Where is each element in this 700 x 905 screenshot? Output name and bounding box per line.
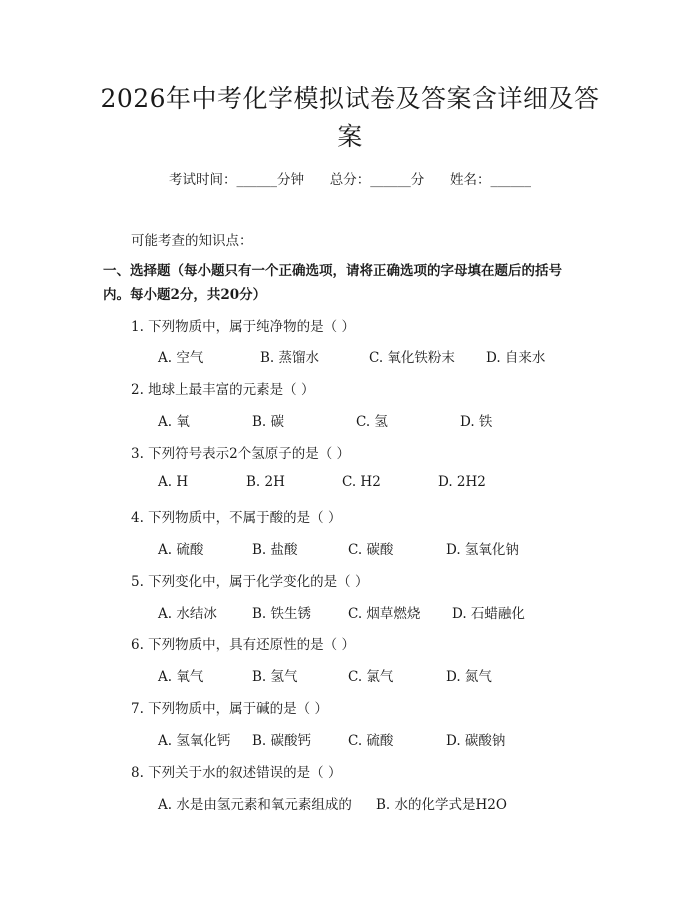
- option-d: D. 氮气: [446, 669, 492, 685]
- option-c: C. 碳酸: [348, 542, 394, 558]
- question-stem: 3. 下列符号表示2个氢原子的是（ ）: [131, 446, 351, 462]
- option-b: B. 蒸馏水: [260, 350, 320, 366]
- exam-time-label: 考试时间：: [169, 172, 237, 188]
- question-stem: 4. 下列物质中，不属于酸的是（ ）: [131, 510, 342, 526]
- option-a: A. 水是由氢元素和氧元素组成的: [158, 797, 352, 813]
- page-title: 2026年中考化学模拟试卷及答案含详细及答案: [100, 84, 600, 151]
- option-b: B. 碳: [252, 414, 285, 430]
- option-b: B. 氢气: [252, 669, 298, 685]
- option-c: C. 硫酸: [348, 733, 394, 749]
- option-c: C. 氯气: [348, 669, 394, 685]
- option-b: B. 2H: [246, 474, 285, 490]
- option-c: C. 烟草燃烧: [348, 606, 421, 622]
- option-a: A. H: [158, 474, 189, 490]
- question-stem: 1. 下列物质中，属于纯净物的是（ ）: [131, 319, 355, 335]
- option-d: D. 氢氧化钠: [446, 542, 519, 558]
- option-d: D. 2H2: [438, 474, 486, 490]
- question-stem: 8. 下列关于水的叙述错误的是（ ）: [131, 765, 342, 781]
- total-score-blank: ______: [370, 172, 411, 188]
- exam-time-blank: ______: [236, 172, 277, 188]
- question-stem: 7. 下列物质中，属于碱的是（ ）: [131, 701, 328, 717]
- option-b: B. 水的化学式是H2O: [376, 797, 507, 813]
- option-a: A. 硫酸: [158, 542, 204, 558]
- option-a: A. 氢氧化钙: [158, 733, 231, 749]
- question-stem: 5. 下列变化中，属于化学变化的是（ ）: [131, 574, 369, 590]
- option-a: A. 氧: [158, 414, 190, 430]
- option-c: C. 氢: [356, 414, 388, 430]
- knowledge-points-label: 可能考查的知识点：: [131, 233, 253, 249]
- option-d: D. 铁: [460, 414, 493, 430]
- question-stem: 2. 地球上最丰富的元素是（ ）: [131, 382, 315, 398]
- option-a: A. 水结冰: [158, 606, 217, 622]
- option-b: B. 盐酸: [252, 542, 298, 558]
- exam-time-unit: 分钟: [277, 172, 304, 188]
- option-c: C. H2: [342, 474, 381, 490]
- option-d: D. 石蜡融化: [452, 606, 525, 622]
- option-a: A. 空气: [158, 350, 204, 366]
- name-blank: ______: [490, 172, 531, 188]
- total-score-label: 总分：: [329, 172, 371, 188]
- section-heading: 一、选择题（每小题只有一个正确选项，请将正确选项的字母填在题后的括号内。每小题2分，共20分）: [103, 263, 562, 303]
- option-d: D. 碳酸钠: [446, 733, 506, 749]
- exam-info-line: [0, 168, 700, 188]
- option-b: B. 碳酸钙: [252, 733, 312, 749]
- option-a: A. 氧气: [158, 669, 204, 685]
- name-label: 姓名：: [450, 172, 491, 188]
- total-score-unit: 分: [410, 172, 425, 188]
- option-d: D. 自来水: [486, 350, 546, 366]
- option-b: B. 铁生锈: [252, 606, 312, 622]
- question-stem: 6. 下列物质中，具有还原性的是（ ）: [131, 637, 355, 653]
- option-c: C. 氧化铁粉末: [369, 350, 455, 366]
